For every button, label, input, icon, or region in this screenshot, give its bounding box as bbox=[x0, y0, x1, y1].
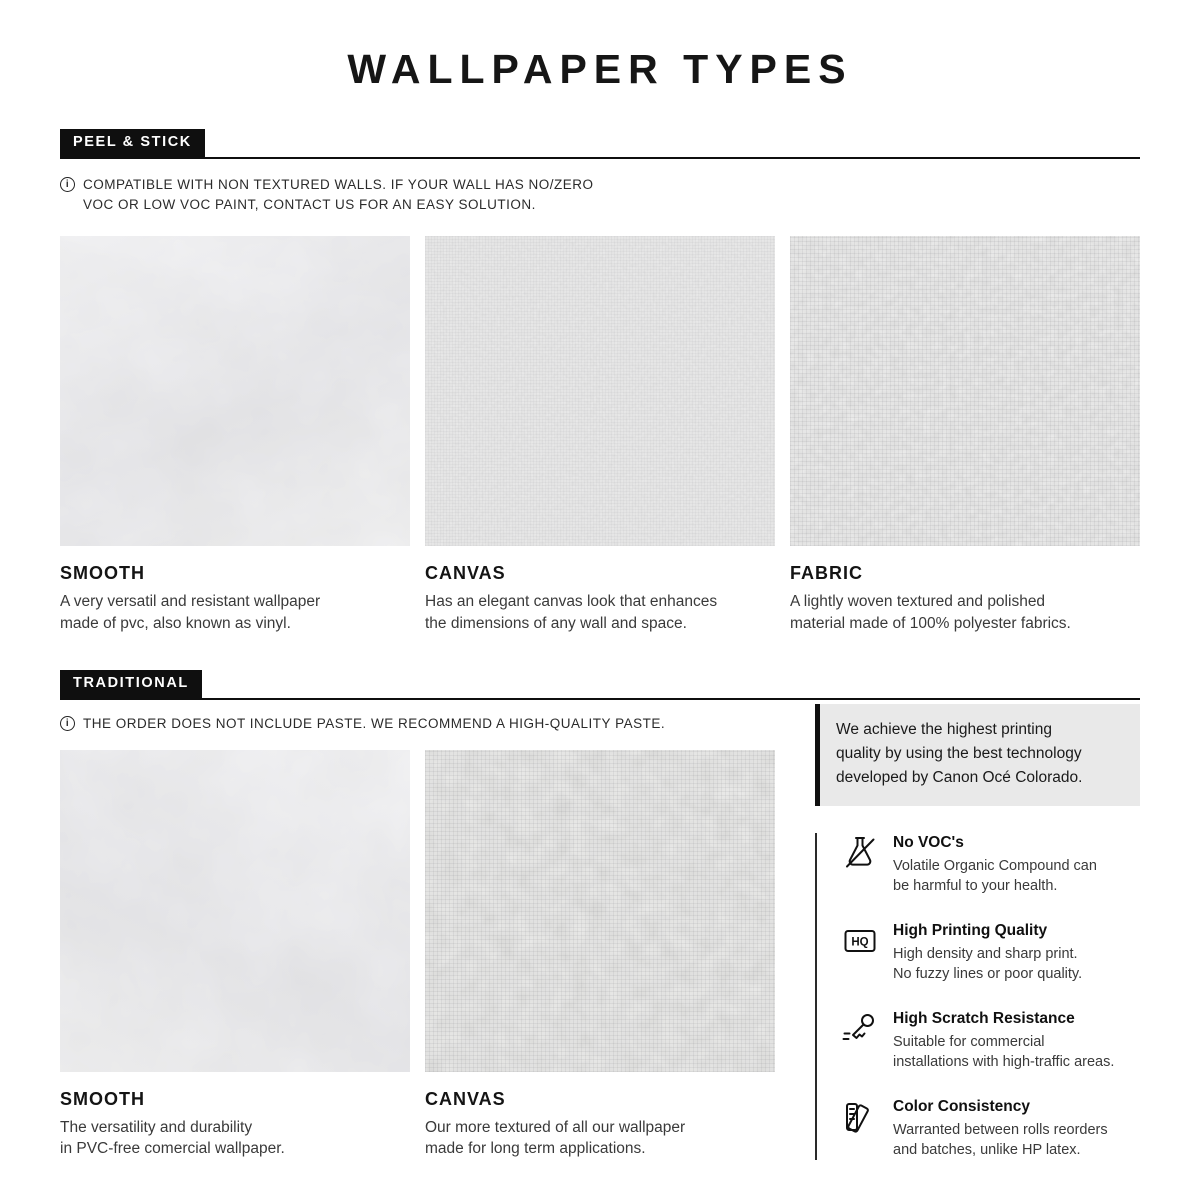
feature-title: High Scratch Resistance bbox=[893, 1009, 1075, 1027]
feature-description bbox=[893, 1120, 1108, 1160]
desc-line: A very versatil and resistant wallpaper bbox=[60, 593, 321, 611]
traditional-swatch-row bbox=[60, 750, 775, 1160]
page-title: WALLPAPER TYPES bbox=[347, 46, 853, 92]
traditional-note-text bbox=[83, 714, 665, 734]
feature-description bbox=[893, 1032, 1114, 1072]
desc-line: and batches, unlike HP latex. bbox=[893, 1141, 1081, 1158]
peel-stick-note-text bbox=[83, 175, 594, 216]
traditional-swatches-area bbox=[60, 700, 775, 1160]
desc-line: The versatility and durability bbox=[60, 1118, 253, 1136]
quote-line: developed by Canon Océ Colorado. bbox=[836, 768, 1083, 786]
note-line: VOC OR LOW VOC PAINT, CONTACT US FOR AN EASY SOLUTION. bbox=[83, 196, 536, 212]
traditional-header-rule bbox=[60, 670, 1140, 700]
hq-icon-text: HQ bbox=[851, 936, 869, 949]
peel-stick-swatch-row bbox=[60, 236, 1140, 634]
desc-line: Volatile Organic Compound can bbox=[893, 857, 1097, 874]
coarse-canvas-texture bbox=[425, 750, 775, 1072]
feature-high-printing-quality bbox=[840, 921, 1140, 984]
fabric-weave-overlay bbox=[790, 236, 1140, 546]
canvas-weave-overlay bbox=[425, 236, 775, 546]
swatch-peel-fabric bbox=[790, 236, 1140, 634]
canvas-weave-overlay bbox=[425, 750, 775, 1072]
desc-line: High density and sharp print. bbox=[893, 945, 1078, 962]
desc-line: Warranted between rolls reorders bbox=[893, 1121, 1108, 1138]
swatch-label: SMOOTH bbox=[60, 1088, 145, 1109]
feature-scratch-resistance bbox=[840, 1009, 1140, 1072]
note-line: COMPATIBLE WITH NON TEXTURED WALLS. IF YOUR WALL HAS NO/ZERO bbox=[83, 176, 594, 192]
peel-stick-header-rule bbox=[60, 129, 1140, 159]
desc-line: made of pvc, also known as vinyl. bbox=[60, 614, 291, 632]
section-peel-stick bbox=[60, 129, 1140, 634]
swatch-traditional-canvas bbox=[425, 750, 775, 1160]
swatch-description bbox=[60, 591, 410, 634]
feature-description bbox=[893, 856, 1097, 896]
swatch-label: FABRIC bbox=[790, 563, 863, 584]
smooth-vinyl-texture bbox=[60, 236, 410, 546]
traditional-badge: TRADITIONAL bbox=[60, 670, 202, 698]
desc-line: Our more textured of all our wallpaper bbox=[425, 1118, 686, 1136]
feature-color-consistency bbox=[840, 1097, 1140, 1160]
fine-canvas-texture bbox=[425, 236, 775, 546]
desc-line: be harmful to your health. bbox=[893, 877, 1058, 894]
peel-stick-badge: PEEL & STICK bbox=[60, 129, 205, 157]
feature-title: Color Consistency bbox=[893, 1097, 1030, 1115]
info-icon bbox=[60, 716, 75, 731]
swatch-label: CANVAS bbox=[425, 563, 506, 584]
quote-line: We achieve the highest printing bbox=[836, 720, 1052, 738]
swatch-description bbox=[790, 591, 1140, 634]
desc-line: A lightly woven textured and polished bbox=[790, 593, 1046, 611]
desc-line: the dimensions of any wall and space. bbox=[425, 614, 687, 632]
feature-title: No VOC's bbox=[893, 833, 964, 851]
peel-stick-note bbox=[60, 175, 1140, 216]
info-icon bbox=[60, 177, 75, 192]
swatch-peel-smooth bbox=[60, 236, 410, 634]
desc-line: in PVC-free comercial wallpaper. bbox=[60, 1140, 285, 1158]
desc-line: No fuzzy lines or poor quality. bbox=[893, 965, 1083, 982]
traditional-columns bbox=[60, 700, 1140, 1160]
printing-quality-quote bbox=[815, 704, 1140, 806]
feature-title: High Printing Quality bbox=[893, 921, 1048, 939]
color-consistency-icon bbox=[840, 1097, 880, 1137]
hq-icon bbox=[840, 921, 880, 961]
swatch-description bbox=[60, 1117, 410, 1160]
feature-no-voc bbox=[840, 833, 1140, 896]
woven-fabric-texture bbox=[790, 236, 1140, 546]
swatch-peel-canvas bbox=[425, 236, 775, 634]
smooth-paper-texture bbox=[60, 750, 410, 1072]
quote-line: quality by using the best technology bbox=[836, 744, 1082, 762]
swatch-label: CANVAS bbox=[425, 1088, 506, 1109]
desc-line: made for long term applications. bbox=[425, 1140, 646, 1158]
desc-line: Has an elegant canvas look that enhances bbox=[425, 593, 718, 611]
swatch-traditional-smooth bbox=[60, 750, 410, 1160]
desc-line: Suitable for commercial bbox=[893, 1033, 1045, 1050]
note-line: THE ORDER DOES NOT INCLUDE PASTE. WE RECOMMEND A HIGH-QUALITY PASTE. bbox=[83, 715, 666, 731]
feature-list bbox=[815, 833, 1140, 1160]
quality-panel bbox=[790, 700, 1140, 1160]
desc-line: material made of 100% polyester fabrics. bbox=[790, 614, 1071, 632]
traditional-note bbox=[60, 714, 775, 734]
section-traditional bbox=[60, 670, 1140, 1160]
scratch-resistance-icon bbox=[840, 1009, 880, 1049]
swatch-description bbox=[425, 591, 775, 634]
desc-line: installations with high-traffic areas. bbox=[893, 1053, 1115, 1070]
feature-description bbox=[893, 944, 1082, 984]
no-voc-icon bbox=[840, 833, 880, 873]
swatch-label: SMOOTH bbox=[60, 563, 145, 584]
swatch-description bbox=[425, 1117, 775, 1160]
